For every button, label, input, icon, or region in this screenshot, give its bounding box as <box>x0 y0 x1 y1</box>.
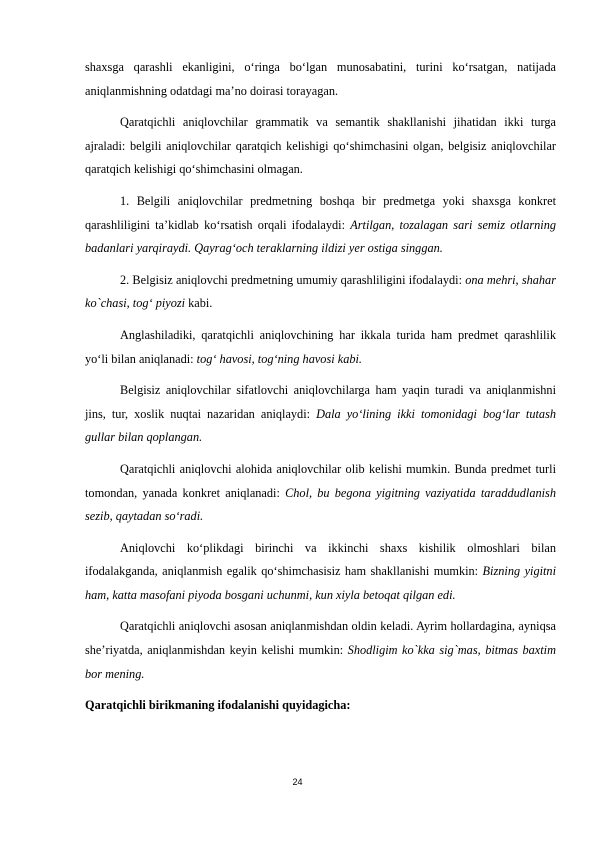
page-number: 24 <box>292 777 303 787</box>
document-page <box>85 58 556 718</box>
paragraph-4 <box>85 269 556 316</box>
paragraph-6-example: Dala yo‘lining ikki tomonidagi bog‘lar tutash gullar bilan qoplangan. <box>85 406 557 445</box>
paragraph-5 <box>85 324 556 371</box>
paragraph-8-example: Bizning yigitni ham, katta masofani piyoda bosgani uchunmi, kun xiyla betoqat qilgan edi. <box>85 564 556 602</box>
paragraph-8-text: Aniqlovchi ko‘plikdagi birinchi va ikkinchi shaxs kishilik olmoshlari bilan ifodalakganda, aniqlanmish egalik qo‘shimchasisiz ham shakllanishi mumkin: <box>85 540 556 579</box>
section-heading: Qaratqichli birikmaning ifodalanishi quyidagicha: <box>85 698 351 713</box>
paragraph-8 <box>85 537 556 608</box>
paragraph-4-tail: kabi. <box>185 296 213 311</box>
paragraph-6 <box>85 379 556 450</box>
paragraph-3-text: 1. Belgili aniqlovchilar predmetning boshqa bir predmetga yoki shaxsga konkret qarashliligini ta’kidlab ko‘rsatish orqali ifodalaydi: <box>85 193 556 232</box>
paragraph-9-example: Shodligim ko`kka sig`mas, bitmas baxtim bor mening. <box>85 643 556 681</box>
paragraph-3-example: Artilgan, tozalagan sari semiz otlarning badanlari yarqiraydi. Qayrag‘och teraklarning ildizi yer ostiga singgan. <box>85 217 556 256</box>
paragraph-2-text: Qaratqichli aniqlovchilar grammatik va semantik shakllanishi jihatidan ikki turga ajraladi: belgili aniqlovchilar qaratqich kelishigi qo‘shimchasini olgan, belgisiz aniqlovchilar qaratqich kelishigi qo‘shimchasini olmagan. <box>85 115 556 177</box>
paragraph-7-text: Qaratqichli aniqlovchi alohida aniqlovchilar olib kelishi mumkin. Bunda predmet turli tomondan, yanada konkret aniqlanadi: <box>85 461 556 500</box>
paragraph-4-text: 2. Belgisiz aniqlovchi predmetning umumiy qarashliligini ifodalaydi: <box>120 272 466 287</box>
paragraph-7-example: Chol, bu begona yigitning vaziyatida taraddudlanish sezib, qaytadan so‘radi. <box>85 485 556 524</box>
paragraph-4-example: ona mehri, shahar ko`chasi, tog‘ piyozi <box>85 272 556 311</box>
paragraph-6-text: Belgisiz aniqlovchilar sifatlovchi aniqlovchilarga ham yaqin turadi va aniqlanmishni jins, tur, xoslik nuqtai nazaridan aniqlaydi: <box>85 383 556 421</box>
paragraph-9 <box>85 615 556 686</box>
paragraph-2 <box>85 111 556 182</box>
paragraph-7 <box>85 458 556 529</box>
paragraph-5-text: Anglashiladiki, qaratqichli aniqlovchining har ikkala turida ham predmet qarashlilik yo‘li bilan aniqlanadi: <box>85 327 556 366</box>
paragraph-9-text: Qaratqichli aniqlovchi asosan aniqlanmishdan oldin keladi. Ayrim hollardagina, ayniqsa she’riyatda, aniqlanmishdan keyin kelishi mumkin: <box>85 619 556 658</box>
paragraph-3 <box>85 190 556 261</box>
paragraph-5-example: tog‘ havosi, tog‘ning havosi kabi. <box>196 351 362 366</box>
paragraph-1 <box>85 56 556 103</box>
paragraph-1-text: shaxsga qarashli ekanligini, o‘ringa bo‘lgan munosabatini, turini ko‘rsatgan, natijada aniqlanmishning odatdagi ma’no doirasi torayagan. <box>85 60 556 98</box>
